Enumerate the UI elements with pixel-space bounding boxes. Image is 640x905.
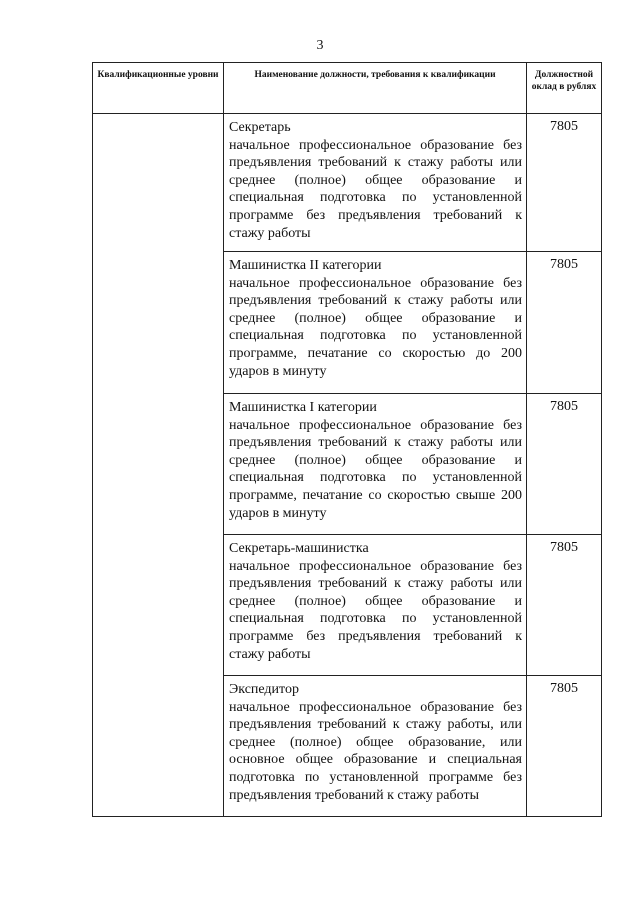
position-cell	[224, 252, 527, 394]
header-salary: Должностной оклад в рублях	[527, 63, 602, 114]
position-cell	[224, 676, 527, 817]
salary-cell: 7805	[527, 676, 602, 817]
qualification-level-cell	[93, 114, 224, 817]
table-header-row	[93, 63, 602, 114]
position-requirements: начальное профессиональное образование без предъявления требований к стажу работы или среднее (полное) общее образование и специальная подготовка по установленной программе без предъявления требований к стажу работы	[229, 137, 522, 241]
header-qualification-levels: Квалификационные уровни	[93, 63, 224, 114]
table-row	[93, 114, 602, 252]
salary-cell: 7805	[527, 252, 602, 394]
position-cell	[224, 114, 527, 252]
salary-cell: 7805	[527, 394, 602, 535]
position-title: Экспедитор	[229, 682, 299, 697]
position-title: Машинистка II категории	[229, 258, 382, 273]
position-title: Машинистка I категории	[229, 400, 377, 415]
salary-cell: 7805	[527, 114, 602, 252]
position-requirements: начальное профессиональное образование без предъявления требований к стажу работы, или среднее (полное) общее образование, или основное общее образование и специальная подготовка по установленной программе без предъявления требований к стажу работы	[229, 699, 522, 803]
position-requirements: начальное профессиональное образование без предъявления требований к стажу работы или среднее (полное) общее образование и специальная подготовка по установленной программе, печатание со скоростью свыше 200 ударов в минуту	[229, 417, 522, 521]
position-requirements: начальное профессиональное образование без предъявления требований к стажу работы или среднее (полное) общее образование и специальная подготовка по установленной программе без предъявления требований к стажу работы	[229, 558, 522, 662]
qualification-table	[92, 62, 602, 817]
header-position-requirements: Наименование должности, требования к квалификации	[224, 63, 527, 114]
position-title: Секретарь	[229, 120, 291, 135]
page-number: 3	[316, 38, 324, 53]
position-cell	[224, 394, 527, 535]
salary-cell: 7805	[527, 535, 602, 676]
position-requirements: начальное профессиональное образование без предъявления требований к стажу работы или среднее (полное) общее образование и специальная подготовка по установленной программе, печатание со скоростью до 200 ударов в минуту	[229, 275, 522, 379]
position-cell	[224, 535, 527, 676]
position-title: Секретарь-машинистка	[229, 541, 369, 556]
